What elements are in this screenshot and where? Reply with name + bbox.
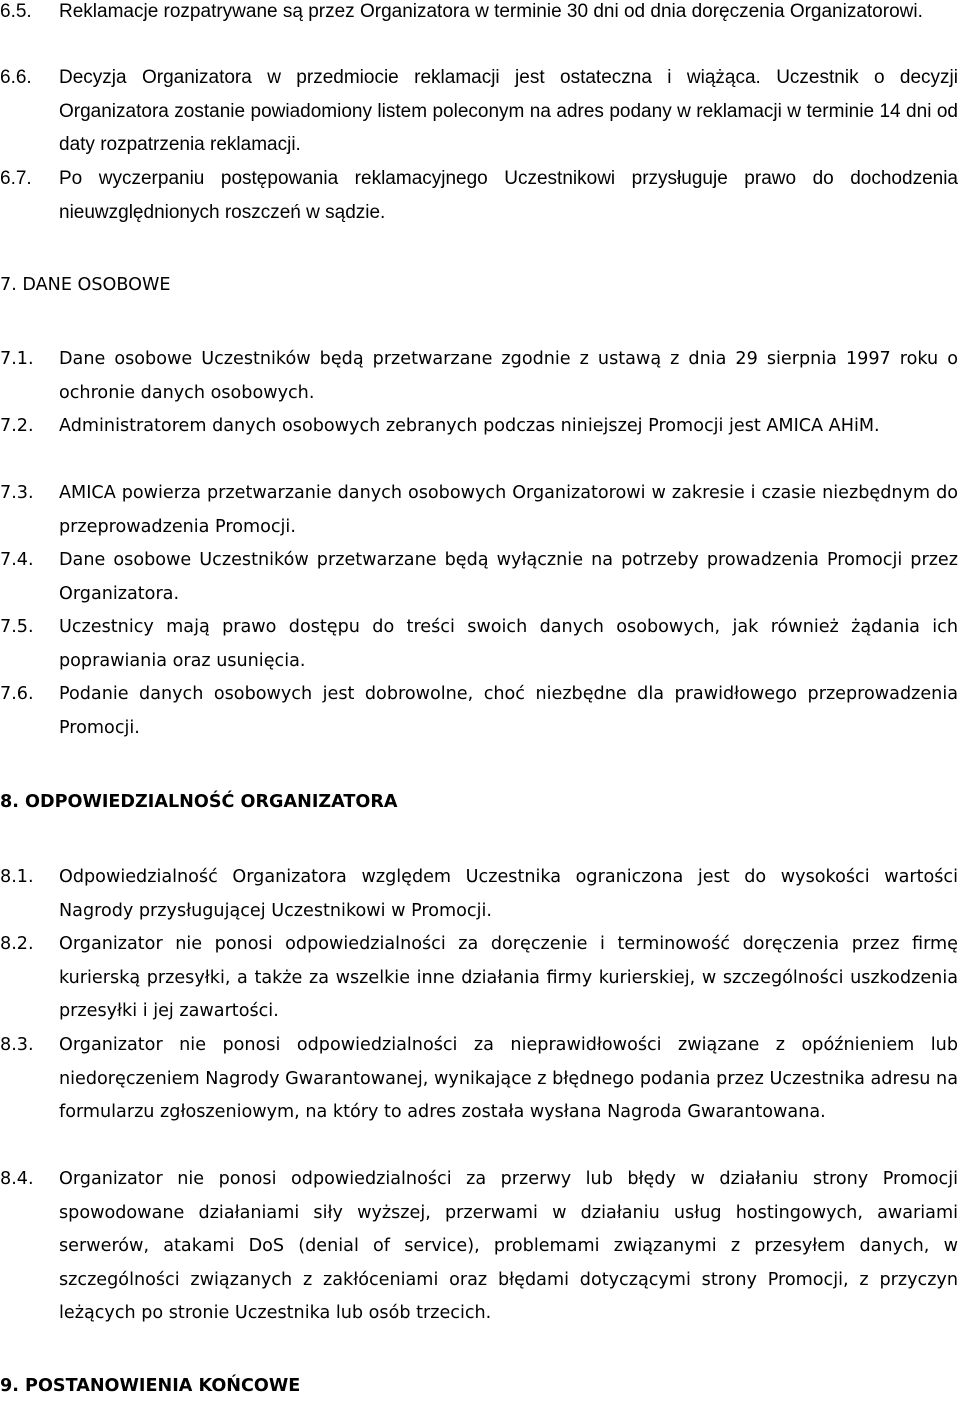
clause-number: 7.3. (0, 483, 34, 503)
clause-number: 6.5. (0, 1, 32, 22)
clause-6-5 (0, 0, 958, 29)
clause-text: Organizator nie ponosi odpowiedzialności za doręczenie i terminowość doręczenia przez firmę kurierską przesyłki, a także za wszelkie inne działania firmy kurierskiej, w szczególności uszkodzenia przesyłki i jej zawartości. (59, 934, 958, 1021)
clause-text: Uczestnicy mają prawo dostępu do treści swoich danych osobowych, jak również żądania ich poprawiania oraz usunięcia. (59, 617, 958, 671)
clause-text: Organizator nie ponosi odpowiedzialności za nieprawidłowości związane z opóźnieniem lub niedoręczeniem Nagrody Gwarantowanej, wynikające z błędnego podania przez Uczestnika adresu na formularzu zgłoszeniowym, na który to adres została wysłana Nagroda Gwarantowana. (59, 1035, 958, 1122)
clause-number: 8.3. (0, 1035, 34, 1055)
clause-text: Podanie danych osobowych jest dobrowolne, choć niezbędne dla prawidłowego przeprowadzenia Promocji. (59, 684, 958, 738)
clause-7-2 (0, 410, 958, 444)
clause-number: 8.4. (0, 1169, 34, 1189)
clause-6-6 (0, 61, 958, 162)
clause-number: 6.6. (0, 67, 32, 88)
clause-number: 6.7. (0, 168, 32, 189)
clause-8-1 (0, 861, 958, 928)
section-heading-postanowienia: 9. POSTANOWIENIA KOŃCOWE (0, 1376, 301, 1396)
clause-number: 7.4. (0, 550, 34, 570)
clause-text: Dane osobowe Uczestników przetwarzane będą wyłącznie na potrzeby prowadzenia Promocji przez Organizatora. (59, 550, 958, 604)
clause-text: Odpowiedzialność Organizatora względem Uczestnika ograniczona jest do wysokości wartości Nagrody przysługującej Uczestnikowi w Promocji. (59, 867, 958, 921)
clause-text: AMICA powierza przetwarzanie danych osobowych Organizatorowi w zakresie i czasie niezbędnym do przeprowadzenia Promocji. (59, 483, 958, 537)
clause-text: Dane osobowe Uczestników będą przetwarzane zgodnie z ustawą z dnia 29 sierpnia 1997 roku o ochronie danych osobowych. (59, 349, 958, 403)
clause-text: Organizator nie ponosi odpowiedzialności za przerwy lub błędy w działaniu strony Promocji spowodowane działaniami siły wyższej, przerwami w działaniu usług hostingowych, awariami serwerów, atakami DoS (denial of service), problemami związanymi z przesyłem danych, w szczególności związanych z zakłóceniami oraz błędami dotyczącymi strony Promocji, z przyczyn leżących po stronie Uczestnika lub osób trzecich. (59, 1169, 958, 1323)
clause-number: 7.2. (0, 416, 34, 436)
section-heading-dane-osobowe: 7. DANE OSOBOWE (0, 275, 171, 295)
clause-8-4 (0, 1163, 958, 1331)
clause-text: Reklamacje rozpatrywane są przez Organizatora w terminie 30 dni od dnia doręczenia Organizatorowi. (59, 1, 923, 22)
clause-7-5 (0, 611, 958, 678)
clause-text: Decyzja Organizatora w przedmiocie reklamacji jest ostateczna i wiążąca. Uczestnik o decyzji Organizatora zostanie powiadomiony listem poleconym na adres podany w reklamacji w terminie 14 dni od daty rozpatrzenia reklamacji. (59, 67, 958, 155)
clause-number: 7.1. (0, 349, 34, 369)
clause-7-1 (0, 343, 958, 410)
clause-8-3 (0, 1029, 958, 1130)
clause-number: 7.6. (0, 684, 34, 704)
clause-number: 8.1. (0, 867, 34, 887)
clause-number: 8.2. (0, 934, 34, 954)
clause-text: Po wyczerpaniu postępowania reklamacyjnego Uczestnikowi przysługuje prawo do dochodzenia nieuwzględnionych roszczeń w sądzie. (59, 168, 958, 223)
clause-text: Administratorem danych osobowych zebranych podczas niniejszej Promocji jest AMICA AHiM. (59, 416, 880, 436)
clause-7-4 (0, 544, 958, 611)
section-heading-odpowiedzialnosc: 8. ODPOWIEDZIALNOŚĆ ORGANIZATORA (0, 792, 398, 812)
clause-6-7 (0, 162, 958, 229)
clause-8-2 (0, 928, 958, 1029)
clause-7-3 (0, 477, 958, 544)
clause-7-6 (0, 678, 958, 745)
clause-number: 7.5. (0, 617, 34, 637)
